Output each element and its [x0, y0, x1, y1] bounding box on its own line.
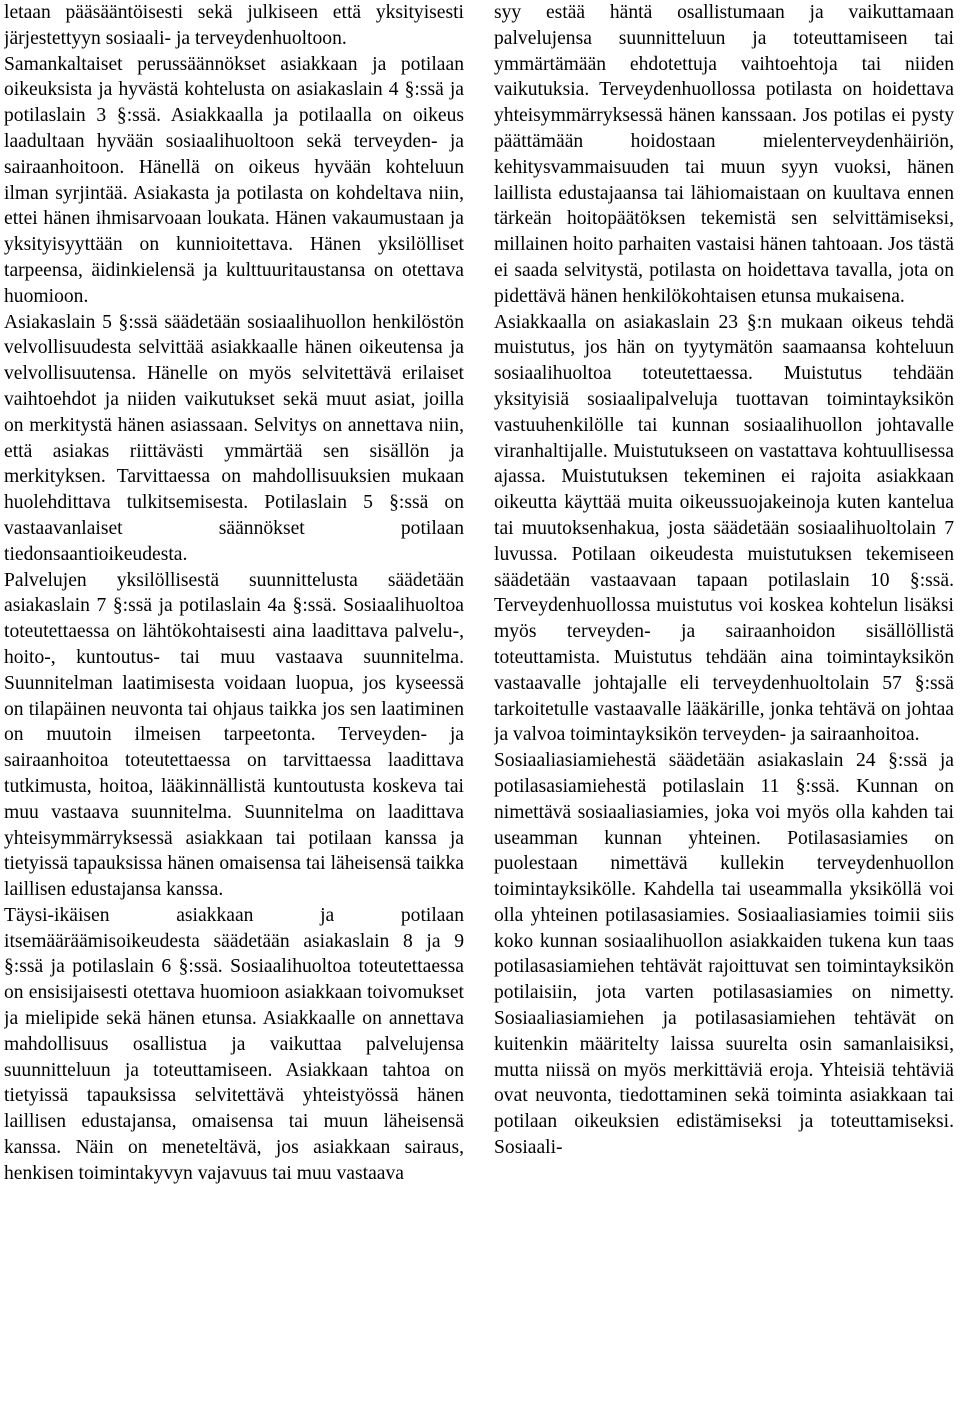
paragraph: Asiakkaalla on asiakaslain 23 §:n mukaan oikeus tehdä muistutus, jos hän on tyytymätön saamaansa kohteluun sosiaalihuoltoa toteutettaessa. Muistutus tehdään yksityisiä sosiaalipalveluja tuottavan toimintayksikön vastuuhenkilölle tai kunnan sosiaalihuollon johtavalle viranhaltijalle. Muistutukseen on vastattava kohtuullisessa ajassa. Muistutuksen tekeminen ei rajoita asiakkaan oikeutta käyttää muita oikeussuojakeinoja kuten kantelua tai muutoksenhakua, josta säädetään sosiaalihuoltolain 7 luvussa. Potilaan oikeudesta muistutuksen tekemiseen säädetään vastaavaan tapaan potilaslain 10 §:ssä. Terveydenhuollossa muistutus voi koskea kohtelun lisäksi myös terveyden- ja sairaanhoidon sisällöllistä toteuttamista. Muistutus tehdään aina toimintayksikön vastaavalle johtajalle eli terveydenhuoltolain 57 §:ssä tarkoitetulle vastaavalle lääkärille, jonka tehtävä on johtaa ja valvoa toimintayksikön terveyden- ja sairaanhoitoa.	[494, 311, 954, 746]
paragraph: Samankaltaiset perussäännökset asiakkaan ja potilaan oikeuksista ja hyvästä kohtelusta on asiakaslain 4 §:ssä ja potilaslain 3 §:ssä. Asiakkaalla ja potilaalla on oikeus laadultaan hyvään sosiaalihuoltoon sekä terveyden- ja sairaanhoitoon. Hänellä on oikeus hyvään kohteluun ilman syrjintää. Asiakasta ja potilasta on kohdeltava niin, ettei hänen ihmisarvoaan loukata. Hänen vakaumustaan ja yksityisyyttään on kunnioitettava. Hänen yksilölliset tarpeensa, äidinkielensä ja kulttuuritaustansa on otettava huomioon.	[4, 53, 464, 307]
paragraph: Palvelujen yksilöllisestä suunnittelusta säädetään asiakaslain 7 §:ssä ja potilaslain 4a §:ssä. Sosiaalihuoltoa toteutettaessa on lähtökohtaisesti aina laadittava palvelu-, hoito-, kuntoutus- tai muu vastaava suunnitelma. Suunnitelman laatimisesta voidaan luopua, jos kyseessä on tilapäinen neuvonta tai ohjaus taikka jos sen laatiminen on muutoin ilmeisen tarpeetonta. Terveyden- ja sairaanhoitoa toteutettaessa on tarvittaessa laadittava tutkimusta, hoitoa, lääkinnällistä kuntoutusta koskeva tai muu vastaava suunnitelma. Suunnitelma on laadittava yhteisymmärryksessä asiakkaan tai potilaan kanssa ja tietyissä tapauksissa hänen omaisensa tai läheisensä taikka laillisen edustajansa kanssa.	[4, 569, 464, 901]
paragraph: syy estää häntä osallistumaan ja vaikuttamaan palvelujensa suunnitteluun ja toteuttamiseen tai ymmärtämään ehdotettuja vaihtoehtoja tai niiden vaikutuksia. Terveydenhuollossa potilasta on hoidettava yhteisymmärryksessä hänen kanssaan. Jos potilas ei pysty päättämään hoidostaan mielenterveydenhäiriön, kehitysvammaisuuden tai muun syyn vuoksi, hänen laillista edustajaansa tai lähiomaistaan on kuultava ennen tärkeän hoitopäätöksen tekemistä sen selvittämiseksi, millainen hoito parhaiten vastaisi hänen tahtoaan. Jos tästä ei saada selvitystä, potilasta on hoidettava tavalla, jota on pidettävä hänen henkilökohtaisen etunsa mukaisena.	[494, 2, 954, 307]
paragraph: letaan pääsääntöisesti sekä julkiseen että yksityisesti järjestettyyn sosiaali- ja terveydenhuoltoon.	[4, 2, 464, 49]
paragraph: Asiakaslain 5 §:ssä säädetään sosiaalihuollon henkilöstön velvollisuudesta selvittää asiakkaalle hänen oikeutensa ja velvollisuutensa. Hänelle on myös selvitettävä erilaiset vaihtoehdot ja niiden vaikutukset sekä muut asiat, joilla on merkitystä hänen asiassaan. Selvitys on annettava niin, että asiakas riittävästi ymmärtää sen sisällön ja merkityksen. Tarvittaessa on mahdollisuuksien mukaan huolehdittava tulkitsemisesta. Potilaslain 5 §:ssä on vastaavanlaiset säännökset potilaan tiedonsaantioikeudesta.	[4, 311, 464, 565]
right-column	[494, 0, 954, 1418]
left-column	[4, 0, 464, 1418]
paragraph: Sosiaaliasiamiehestä säädetään asiakaslain 24 §:ssä ja potilasasiamiehestä potilaslain 11 §:ssä. Kunnan on nimettävä sosiaaliasiamies, joka voi myös olla kahden tai useamman kunnan yhteinen. Potilasasiamies on puolestaan nimettävä kullekin terveydenhuollon toimintayksikölle. Kahdella tai useammalla yksiköllä voi olla yhteinen potilasasiamies. Sosiaaliasiamies toimii siis koko kunnan sosiaalihuollon asiakkaiden tukena kun taas potilasasiamiehen tehtävät rajoittuvat sen toimintayksikön potilaisiin, jota varten potilasasiamies on nimetty. Sosiaaliasiamiehen ja potilasasiamiehen tehtävät on kuitenkin määritelty laissa suurelta osin samanlaisiksi, mutta niissä on myös merkittäviä eroja. Yhteisiä tehtäviä ovat neuvonta, tiedottaminen sekä toiminta asiakkaan tai potilaan oikeuksien edistämiseksi ja toteuttamiseksi. Sosiaali-	[494, 750, 954, 1159]
paragraph: Täysi-ikäisen asiakkaan ja potilaan itsemääräämisoikeudesta säädetään asiakaslain 8 ja 9 §:ssä ja potilaslain 6 §:ssä. Sosiaalihuoltoa toteutettaessa on ensisijaisesti otettava huomioon asiakkaan toivomukset ja mielipide sekä hänen etunsa. Asiakkaalle on annettava mahdollisuus osallistua ja vaikuttaa palvelujensa suunnitteluun ja toteuttamiseen. Asiakkaan tahtoa on tietyissä tapauksissa selvitettävä yhteistyössä hänen laillisen edustajansa, omaisensa tai muun läheisensä kanssa. Näin on meneteltävä, jos asiakkaan sairaus, henkisen toimintakyvyn vajavuus tai muu vastaava	[4, 904, 464, 1184]
